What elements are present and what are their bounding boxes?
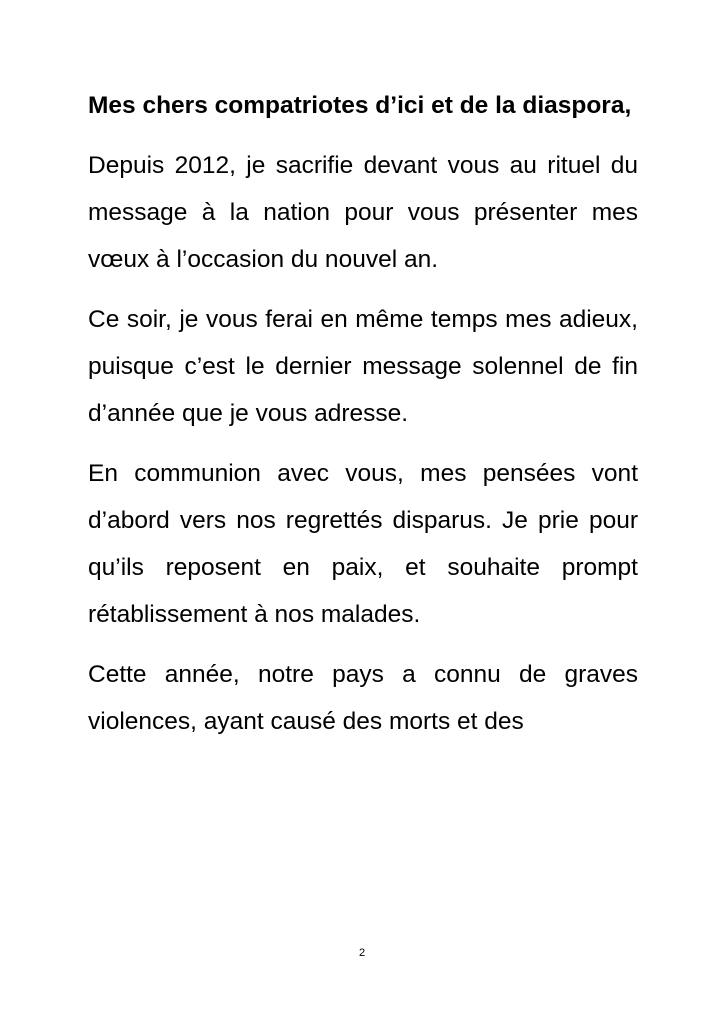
paragraph-3: En communion avec vous, mes pensées vont d’abord vers nos regrettés disparus. Je prie pour qu’ils reposent en paix, et souhaite prompt rétablissement à nos malades. xyxy=(88,460,638,628)
page-number: 2 xyxy=(358,947,366,959)
greeting-heading: Mes chers compatriotes d’ici et de la diaspora, xyxy=(88,92,632,119)
document-body xyxy=(88,82,638,758)
paragraph-1: Depuis 2012, je sacrifie devant vous au rituel du message à la nation pour vous présenter mes vœux à l’occasion du nouvel an. xyxy=(88,152,638,273)
paragraph-2: Ce soir, je vous ferai en même temps mes adieux, puisque c’est le dernier message solennel de fin d’année que je vous adresse. xyxy=(88,306,638,427)
paragraph-4: Cette année, notre pays a connu de graves violences, ayant causé des morts et des xyxy=(88,661,638,735)
